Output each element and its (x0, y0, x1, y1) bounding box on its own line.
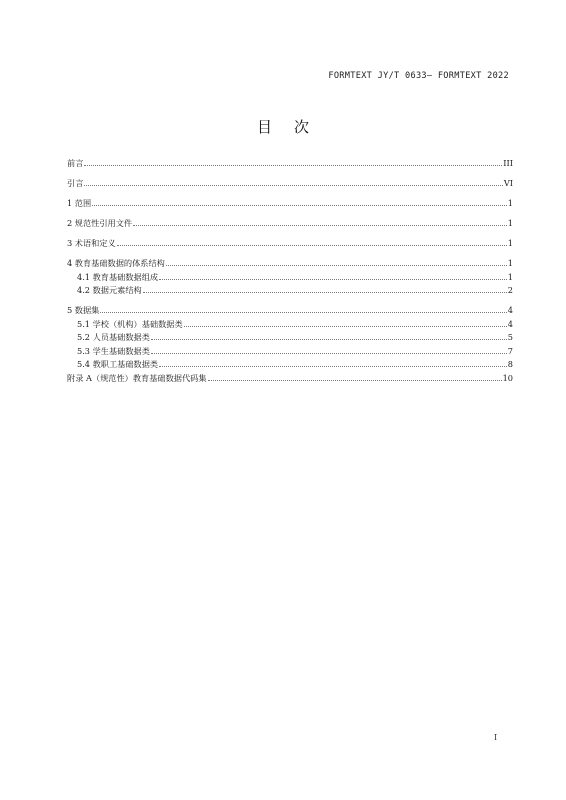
toc-entry-page: 2 (507, 285, 513, 295)
dot-leader (208, 380, 502, 381)
toc-entry-page: 1 (507, 198, 513, 208)
dot-leader (117, 245, 507, 246)
toc-entry-page: 1 (507, 238, 513, 248)
toc-entry-introduction[interactable] (67, 177, 513, 191)
toc-entry-composition[interactable] (67, 271, 513, 285)
toc-entry-staff-data[interactable] (67, 358, 513, 372)
toc-entry-label: 1 范围 (67, 198, 92, 208)
toc-entry-page: 7 (507, 345, 513, 356)
toc-entry-appendix-a[interactable] (67, 372, 513, 386)
dot-leader (84, 185, 502, 186)
dot-leader (166, 265, 507, 266)
toc-entry-page: 5 (507, 332, 513, 342)
dot-leader (184, 326, 507, 327)
toc-entry-label: 5.4 教职工基础数据类 (77, 359, 159, 369)
toc-entry-label: 引言 (67, 178, 84, 188)
page-number: I (494, 733, 498, 742)
toc-entry-terms-definitions[interactable] (67, 237, 513, 251)
toc-entry-page: III (503, 158, 513, 168)
toc-entry-label: 3 术语和定义 (67, 238, 116, 248)
toc-entry-architecture[interactable] (67, 257, 513, 271)
table-of-contents (67, 157, 513, 385)
toc-entry-label: 附录 A（规范性）教育基础数据代码集 (67, 372, 207, 383)
toc-entry-normative-references[interactable] (67, 217, 513, 231)
toc-entry-page: 4 (507, 305, 513, 315)
toc-entry-label: 4.1 教育基础数据组成 (77, 271, 159, 282)
toc-entry-label: 5.3 学生基础数据类 (77, 345, 150, 356)
toc-entry-page: 1 (507, 258, 513, 268)
toc-entry-page: VI (503, 178, 513, 188)
page-title: 目次 (256, 118, 331, 136)
toc-entry-page: 4 (507, 318, 513, 329)
toc-entry-label: 2 规范性引用文件 (67, 218, 133, 228)
dot-leader (151, 339, 507, 340)
toc-entry-page: 8 (507, 359, 513, 369)
toc-entry-student-data[interactable] (67, 345, 513, 359)
toc-entry-label: 4.2 数据元素结构 (77, 285, 142, 295)
toc-entry-label: 5.2 人员基础数据类 (77, 332, 150, 342)
toc-entry-personnel-data[interactable] (67, 331, 513, 345)
dot-leader (159, 279, 507, 280)
dot-leader (159, 366, 507, 367)
dot-leader (92, 205, 507, 206)
toc-entry-label: 5 数据集 (67, 305, 100, 315)
toc-entry-page: 1 (507, 271, 513, 282)
toc-entry-label: 4 教育基础数据的体系结构 (67, 258, 165, 268)
dot-leader (151, 353, 507, 354)
toc-entry-label: 前言 (67, 158, 84, 168)
toc-entry-element-structure[interactable] (67, 284, 513, 298)
toc-entry-label: 5.1 学校（机构）基础数据类 (77, 318, 183, 329)
dot-leader (133, 225, 507, 226)
toc-entry-datasets[interactable] (67, 304, 513, 318)
toc-entry-scope[interactable] (67, 197, 513, 211)
toc-entry-school-data[interactable] (67, 318, 513, 332)
toc-entry-foreword[interactable] (67, 157, 513, 171)
dot-leader (84, 165, 502, 166)
document-code: FORMTEXT JY/T 0633— FORMTEXT 2022 (328, 71, 509, 81)
dot-leader (100, 312, 506, 313)
toc-entry-page: 1 (507, 218, 513, 228)
dot-leader (143, 292, 507, 293)
toc-entry-page: 10 (502, 372, 513, 383)
